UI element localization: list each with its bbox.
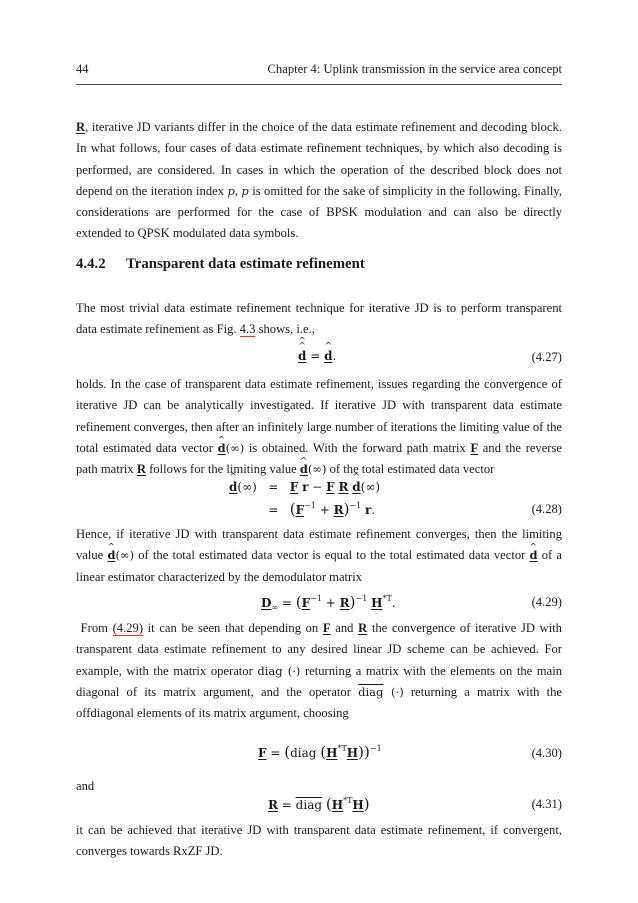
para4-c: of a linear estimator characterized by the demodulator matrix	[76, 548, 563, 584]
equation-number-4-31: (4.31)	[531, 797, 562, 811]
paragraph-2	[76, 298, 562, 341]
para2-a: The most trivial data estimate refinement technique for iterative JD is to perform transparent data estimate refinement as Fig.	[76, 301, 562, 337]
math-R: R	[76, 120, 86, 134]
equation-4-28-line-1: ^ d(∞) = F r − F R ^ d(∞)	[229, 480, 380, 494]
equation-reference-link[interactable]: (4.29)	[112, 621, 144, 635]
para3-e: of the total estimated data vector	[326, 462, 495, 477]
para1-mid: ,	[234, 183, 242, 198]
para3-d: follows for the limiting value	[145, 462, 300, 477]
equation-number-4-28: (4.28)	[531, 502, 562, 516]
equation-4-30: F = (diag $(H^{*T}H))^{-1}$	[258, 743, 382, 761]
page-header	[76, 62, 562, 82]
section-heading	[76, 256, 365, 273]
paragraph-1: R, iterative JD variants differ in the choice of the data estimate refinement and decoding block. In what follows, four cases of data estimate refinement techniques, by which also decoding is performed, are considered. In cases in which the operation of the described block does not depend on the iteration index p, p is omitted for the sake of simplicity in the following. Finally, considerations are performed for the case of BPSK modulation and can also be directly extended to QPSK modulated data symbols.	[76, 120, 562, 241]
para5-b: it can be seen that depending on	[143, 621, 323, 635]
para5-c: and	[330, 621, 359, 635]
para3-a: holds. In the case of transparent data estimate refinement, issues regarding the convergence of iterative JD can be analytically investigated. If iterative JD with transparent data estimate refinement converges, then after an infinitely large number of iterations the limiting value of the total estimated data vector	[76, 377, 562, 455]
para1-lead: , iterative JD variants differ in the choice of the data estimate refinement and decoding block. In what follows, four cases of data estimate refinement techniques, by which also decoding is performed, are considered. In cases in which the operation of the described block does not depend on the iteration index	[76, 120, 562, 198]
para5-e: returning a matrix with the elements on the main diagonal of its matrix argument, and the operator	[76, 663, 562, 699]
header-rule	[76, 84, 562, 85]
equation-4-27: ^ d ^ = ^ d.	[298, 349, 336, 363]
equation-4-28-line-2: = $(F^{-1} + R)^{-1}$ r.	[256, 500, 376, 518]
equation-number-4-27: (4.27)	[531, 350, 562, 364]
para2-b: shows, i.e.,	[255, 322, 315, 337]
para4-a: Hence, if iterative JD with transparent data estimate refinement converges, then the limiting value	[76, 527, 562, 563]
running-title: Chapter 4: Uplink transmission in the service area concept	[267, 62, 562, 76]
para5-d: the convergence of iterative JD with transparent data estimate refinement to any desired linear JD scheme can be achieved. For example, with the matrix operator	[76, 621, 562, 678]
para3-c: and the reverse path matrix	[76, 440, 562, 477]
equation-number-4-29: (4.29)	[531, 595, 562, 609]
para5-a: From	[80, 621, 113, 635]
para1-tail: is omitted for the sake of simplicity in the following. Finally, considerations are performed for the case of BPSK modulation and can also be directly extended to QPSK modulated data symbols.	[76, 183, 562, 241]
section-title: Transparent data estimate refinement	[126, 256, 365, 272]
equation-number-4-30: (4.30)	[531, 746, 562, 760]
para3-b: is obtained. With the forward path matrix	[244, 440, 471, 455]
figure-reference-link[interactable]: 4.3	[239, 322, 256, 337]
para5-f: returning a matrix with the offdiagonal elements of its matrix argument, choosing	[76, 684, 562, 721]
paragraph-4: Hence, if iterative JD with transparent data estimate refinement converges, then the limiting value ^ d(∞) of the total estimated data vector is equal to the total estimated data vector ^ d of a linear estimator characterized by the demodulator matrix	[76, 524, 562, 588]
para4-b: of the total estimated data vector is equal to the total estimated data vector	[134, 548, 530, 563]
paragraph-5: From (4.29) it can be seen that depending on F and R the convergence of iterative JD with transparent data estimate refinement to any desired linear JD scheme can be achieved. For example, with the matrix operator diag (·) returning a matrix with the elements on the main diagonal of its matrix argument, and the operator diag (·) returning a matrix with the offdiagonal elements of its matrix argument, choosing	[76, 621, 562, 721]
section-number: 4.4.2	[76, 256, 106, 272]
equation-4-31: R = diag $(H^{*T}H)$	[268, 795, 370, 813]
equation-4-29: $D_\infty = (F^{-1} + R)^{-1}$ $H^{*T}$.	[261, 593, 396, 612]
and-word: and	[76, 779, 95, 793]
paragraph-6: it can be achieved that iterative JD with transparent data estimate refinement, if convergent, converges towards RxZF JD.	[76, 823, 562, 859]
page-number: 44	[76, 62, 89, 76]
paragraph-3: holds. In the case of transparent data estimate refinement, issues regarding the convergence of iterative JD can be analytically investigated. If iterative JD with transparent data estimate refinement converges, then after an infinitely large number of iterations the limiting value of the total estimated data vector ^ d(∞) is obtained. With the forward path matrix F and the reverse path matrix R follows for the limiting value ^ d(∞) of the total estimated data vector	[76, 374, 562, 480]
